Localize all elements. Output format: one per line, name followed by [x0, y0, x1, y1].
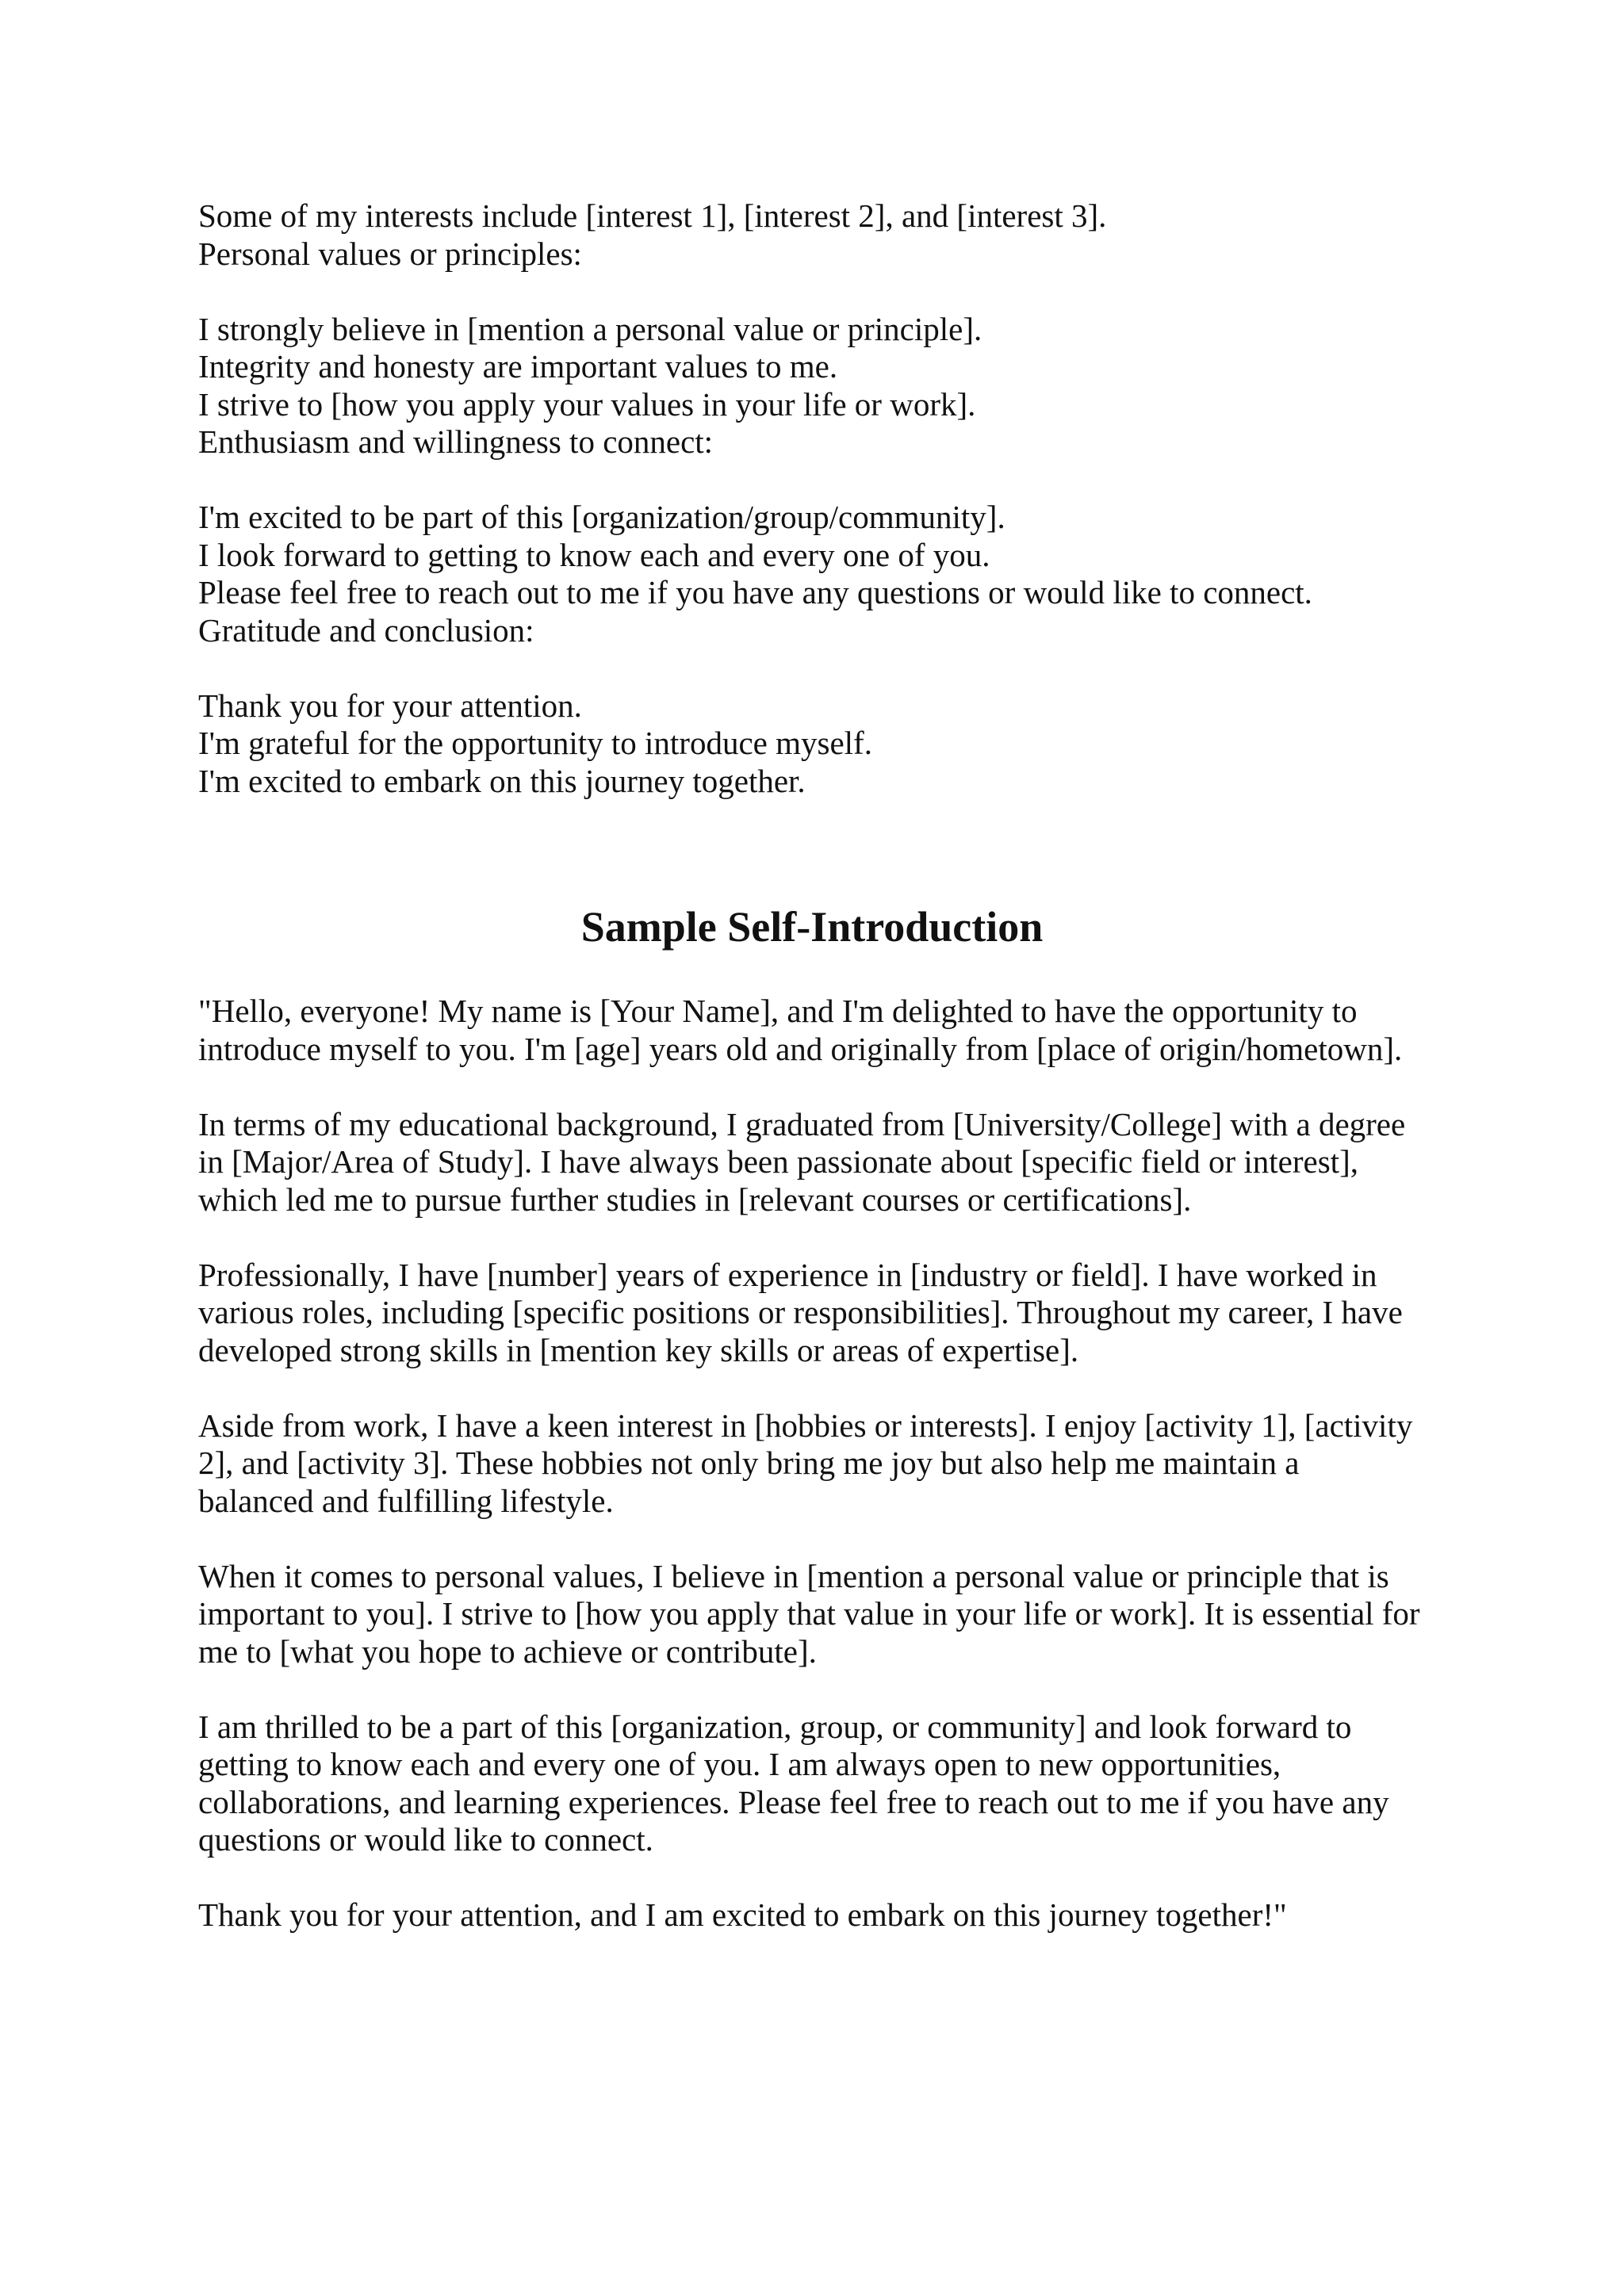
enthusiasm-line: Please feel free to reach out to me if you have any questions or would like to connect.: [198, 574, 1312, 610]
outline-section: [198, 197, 1467, 800]
enthusiasm-line: I'm excited to be part of this [organization/group/community].: [198, 499, 1005, 535]
blank-line: [198, 1670, 1467, 1709]
paragraph-line: In terms of my educational background, I graduated from [University/College] with a degree: [198, 1105, 1406, 1142]
gratitude-line: I'm excited to embark on this journey together.: [198, 762, 806, 799]
sample-introduction-body: [198, 993, 1467, 1934]
blank-line: [198, 1859, 1467, 1897]
values-line: I strive to [how you apply your values in your life or work].: [198, 385, 976, 423]
paragraph-line: 2], and [activity 3]. These hobbies not only bring me joy but also help me maintain a: [198, 1445, 1300, 1481]
gratitude-line: I'm grateful for the opportunity to introduce myself.: [198, 725, 872, 761]
values-line: Integrity and honesty are important values to me.: [198, 348, 838, 385]
paragraph-line: various roles, including [specific positions or responsibilities]. Throughout my career, I have: [198, 1294, 1403, 1330]
blank-line: [198, 273, 1467, 311]
values-line: I strongly believe in [mention a personal value or principle].: [198, 310, 982, 347]
gratitude-line: Thank you for your attention.: [198, 687, 582, 724]
paragraph-line: which led me to pursue further studies in [relevant courses or certifications].: [198, 1181, 1192, 1218]
blank-line: [198, 1068, 1467, 1106]
enthusiasm-line: I look forward to getting to know each and every one of you.: [198, 536, 990, 573]
paragraph-line: me to [what you hope to achieve or contribute].: [198, 1632, 817, 1670]
paragraph-line: Aside from work, I have a keen interest in [hobbies or interests]. I enjoy [activity 1], [activity: [198, 1406, 1413, 1444]
gratitude-heading: Gratitude and conclusion:: [198, 611, 534, 649]
paragraph-line: When it comes to personal values, I believe in [mention a personal value or principle that is: [198, 1557, 1389, 1594]
enthusiasm-heading: Enthusiasm and willingness to connect:: [198, 423, 714, 460]
values-heading: Personal values or principles:: [198, 235, 582, 272]
paragraph-line: balanced and fulfilling lifestyle.: [198, 1482, 614, 1519]
paragraph-line: in [Major/Area of Study]. I have always been passionate about [specific field or interest],: [198, 1143, 1358, 1180]
paragraph-line: Thank you for your attention, and I am excited to embark on this journey together!": [198, 1896, 1287, 1933]
paragraph-line: important to you]. I strive to [how you apply that value in your life or work]. It is essential for: [198, 1595, 1420, 1632]
paragraph-line: collaborations, and learning experiences. Please feel free to reach out to me if you have any: [198, 1783, 1389, 1820]
paragraph-line: introduce myself to you. I'm [age] years old and originally from [place of origin/hometown].: [198, 1030, 1403, 1067]
blank-line: [198, 1219, 1467, 1257]
blank-line: [198, 1369, 1467, 1407]
paragraph-line: Professionally, I have [number] years of experience in [industry or field]. I have worked in: [198, 1256, 1377, 1293]
interests-line: Some of my interests include [interest 1], [interest 2], and [interest 3].: [198, 197, 1107, 234]
paragraph-line: developed strong skills in [mention key skills or areas of expertise].: [198, 1331, 1079, 1368]
paragraph-line: questions or would like to connect.: [198, 1821, 653, 1858]
paragraph-line: "Hello, everyone! My name is [Your Name], and I'm delighted to have the opportunity to: [198, 993, 1358, 1029]
blank-line: [198, 649, 1467, 687]
paragraph-line: I am thrilled to be a part of this [organization, group, or community] and look forward to: [198, 1708, 1352, 1745]
paragraph-line: getting to know each and every one of you. I am always open to new opportunities,: [198, 1746, 1281, 1782]
blank-line: [198, 1520, 1467, 1558]
section-title: Sample Self-Introduction: [580, 903, 1044, 951]
blank-line: [198, 461, 1467, 499]
